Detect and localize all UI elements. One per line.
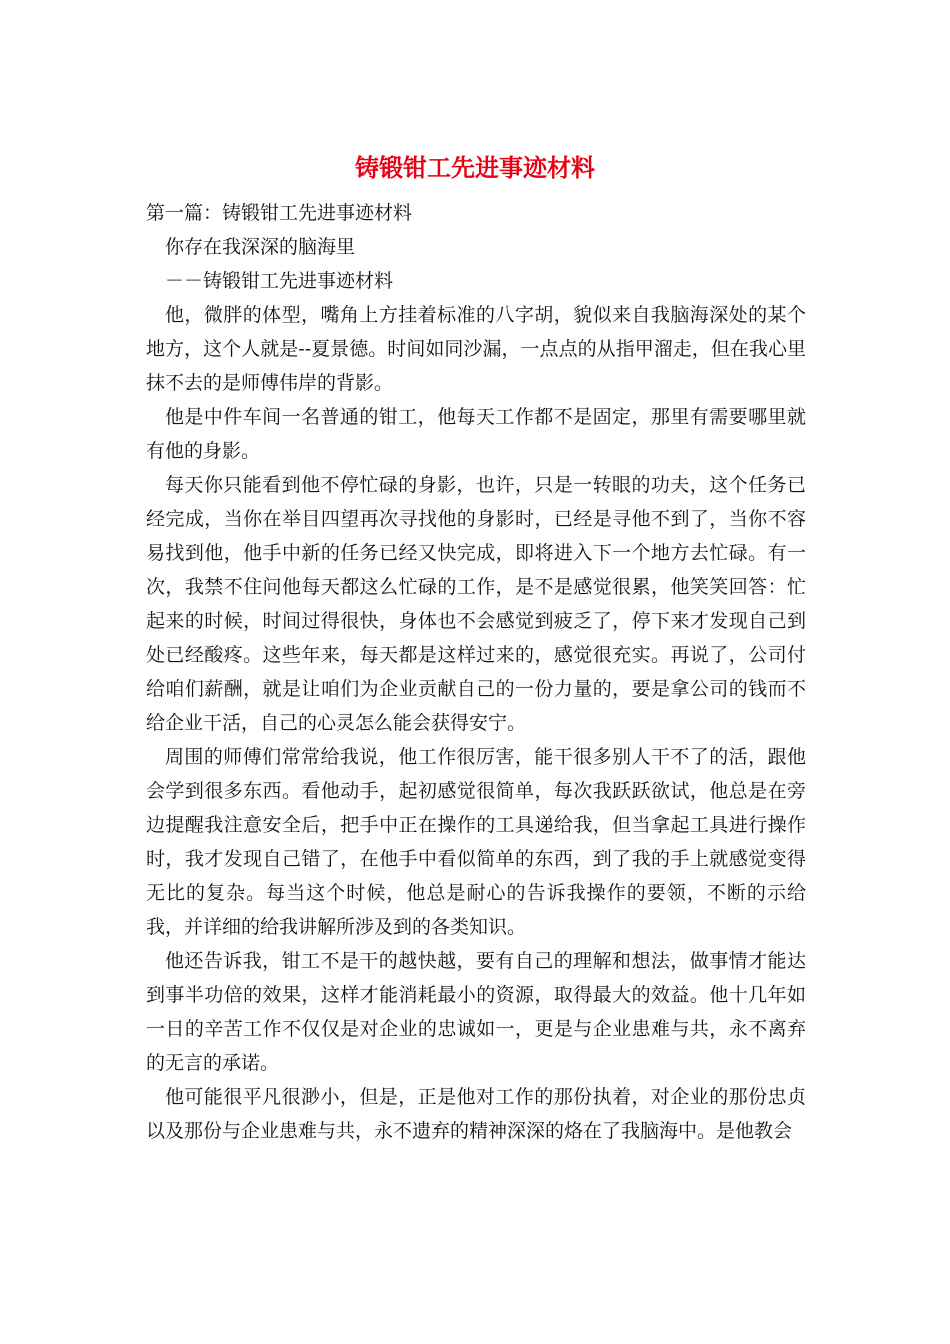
section-heading: 第一篇：铸锻钳工先进事迹材料 xyxy=(146,202,413,224)
paragraph: 他可能很平凡很渺小，但是，正是他对工作的那份执着，对企业的那份忠贞以及那份与企业患难与共，永不遗弃的精神深深的烙在了我脑海中。是他教会 xyxy=(146,1086,806,1142)
document-body xyxy=(146,196,806,1148)
paragraph: 他是中件车间一名普通的钳工，他每天工作都不是固定，那里有需要哪里就有他的身影。 xyxy=(146,406,806,462)
document-title: 铸锻钳工先进事迹材料 xyxy=(355,153,595,182)
paragraph: 周围的师傅们常常给我说，他工作很厉害，能干很多别人干不了的活，跟他会学到很多东西。看他动手，起初感觉很简单，每次我跃跃欲试，他总是在旁边提醒我注意安全后，把手中正在操作的工具递给我，但当拿起工具进行操作时，我才发现自己错了，在他手中看似简单的东西，到了我的手上就感觉变得无比的复杂。每当这个时候，他总是耐心的告诉我操作的要领，不断的示给我，并详细的给我讲解所涉及到的各类知识。 xyxy=(146,746,806,938)
subtitle-line: －－铸锻钳工先进事迹材料 xyxy=(165,270,394,292)
subheading: 你存在我深深的脑海里 xyxy=(165,236,356,258)
paragraph: 他还告诉我，钳工不是干的越快越，要有自己的理解和想法，做事情才能达到事半功倍的效果，这样才能消耗最小的资源，取得最大的效益。他十几年如一日的辛苦工作不仅仅是对企业的忠诚如一，更是与企业患难与共，永不离弃的无言的承诺。 xyxy=(146,950,806,1074)
paragraph: 他，微胖的体型，嘴角上方挂着标准的八字胡，貌似来自我脑海深处的某个地方，这个人就是--夏景德。时间如同沙漏，一点点的从指甲溜走，但在我心里抹不去的是师傅伟岸的背影。 xyxy=(146,304,806,394)
paragraph: 每天你只能看到他不停忙碌的身影，也许，只是一转眼的功夫，这个任务已经完成，当你在举目四望再次寻找他的身影时，已经是寻他不到了，当你不容易找到他，他手中新的任务已经又快完成，即将进入下一个地方去忙碌。有一次，我禁不住问他每天都这么忙碌的工作，是不是感觉很累，他笑笑回答：忙起来的时候，时间过得很快，身体也不会感觉到疲乏了，停下来才发现自己到处已经酸疼。这些年来，每天都是这样过来的，感觉很充实。再说了，公司付给咱们薪酬，就是让咱们为企业贡献自己的一份力量的，要是拿公司的钱而不给企业干活，自己的心灵怎么能会获得安宁。 xyxy=(146,474,806,734)
